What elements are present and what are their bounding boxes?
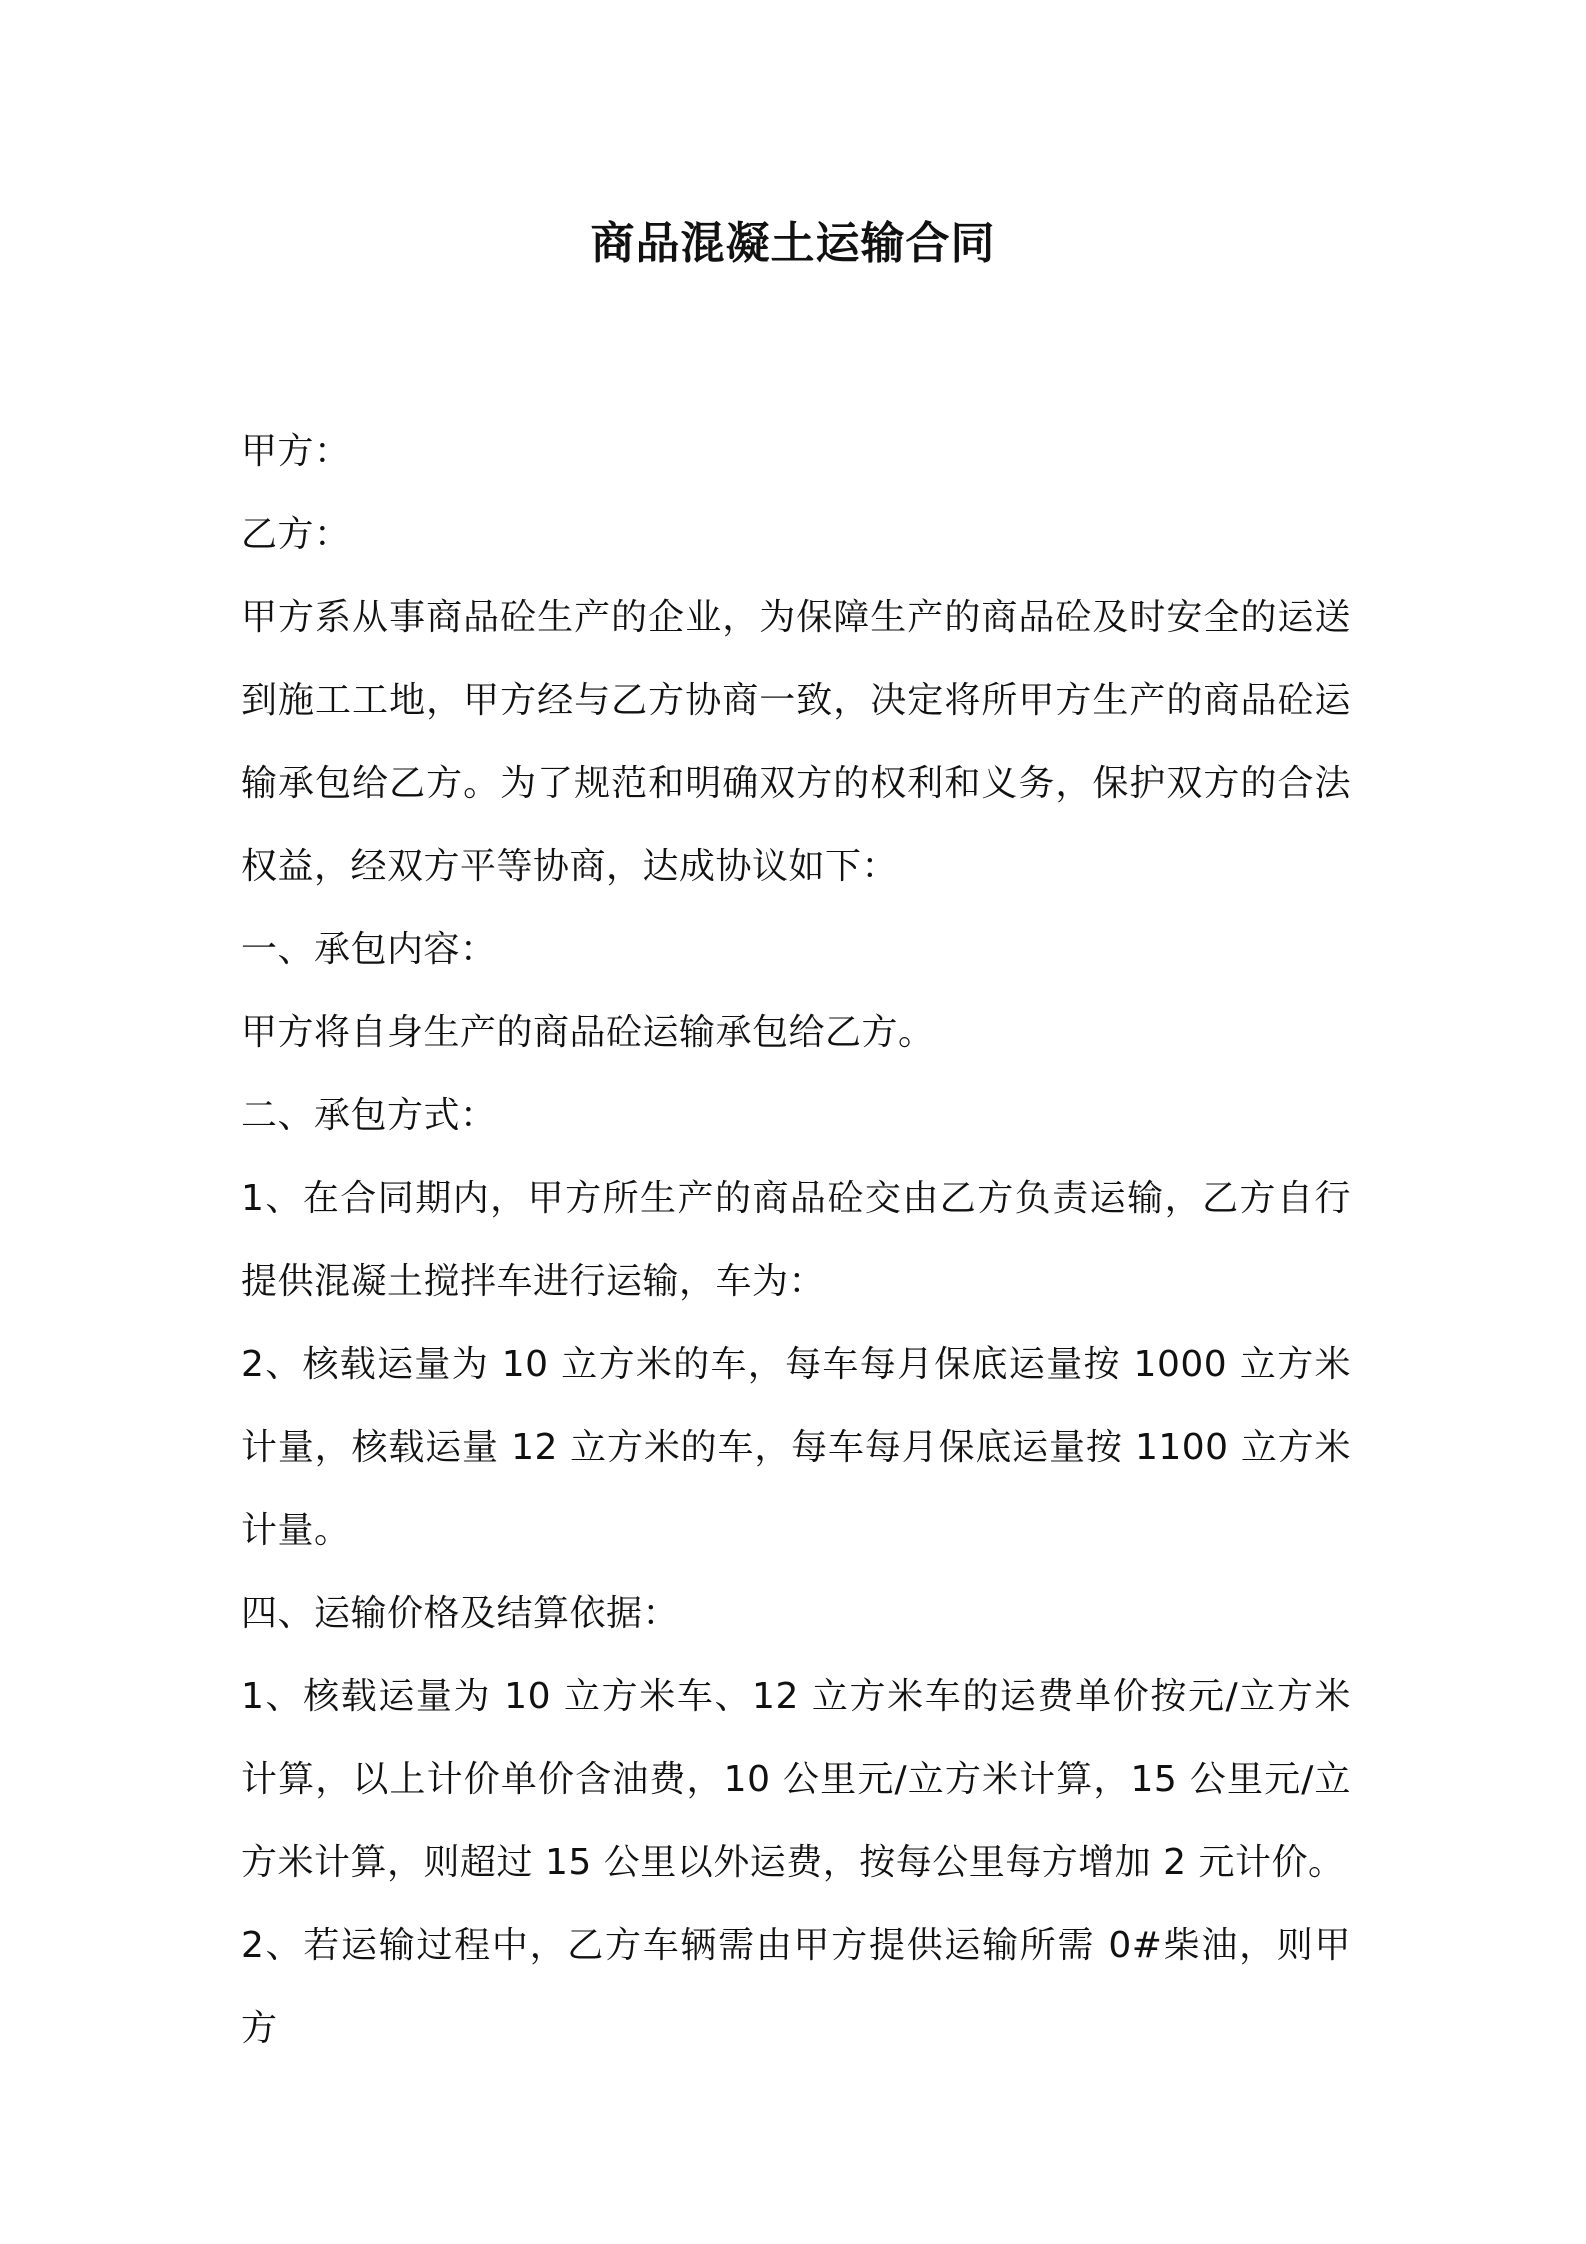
party-a-line: 甲方： bbox=[241, 431, 351, 472]
clause-paragraph: 1、核载运量为 10 立方米车、12 立方米车的运费单价按元/立方米计算，以上计价单价含油费，10 公里元/立方米计算，15 公里元/立方米计算，则超过 15 公里以外运费，按每公里每方增加 2 元计价。 bbox=[241, 1676, 1351, 1883]
section-heading: 一、承包内容： bbox=[241, 929, 497, 970]
clause-paragraph: 2、若运输过程中，乙方车辆需由甲方提供运输所需 0#柴油，则甲方 bbox=[241, 1925, 1351, 2049]
paragraph: 甲方将自身生产的商品砼运输承包给乙方。 bbox=[241, 1012, 935, 1053]
party-b-line: 乙方： bbox=[241, 514, 351, 555]
section-heading: 二、承包方式： bbox=[241, 1095, 497, 1136]
clause-paragraph: 1、在合同期内，甲方所生产的商品砼交由乙方负责运输，乙方自行提供混凝土搅拌车进行运输，车为： bbox=[241, 1178, 1351, 1302]
preamble-paragraph: 甲方系从事商品砼生产的企业，为保障生产的商品砼及时安全的运送到施工工地，甲方经与乙方协商一致，决定将所甲方生产的商品砼运输承包给乙方。为了规范和明确双方的权利和义务，保护双方的合法权益，经双方平等协商，达成协议如下： bbox=[241, 597, 1351, 887]
contract-title: 商品混凝土运输合同 bbox=[590, 218, 996, 269]
section-heading: 四、运输价格及结算依据： bbox=[241, 1593, 680, 1634]
clause-paragraph: 2、核载运量为 10 立方米的车，每车每月保底运量按 1000 立方米计量，核载运量 12 立方米的车，每车每月保底运量按 1100 立方米计量。 bbox=[241, 1344, 1351, 1551]
contract-body bbox=[241, 410, 1351, 2070]
